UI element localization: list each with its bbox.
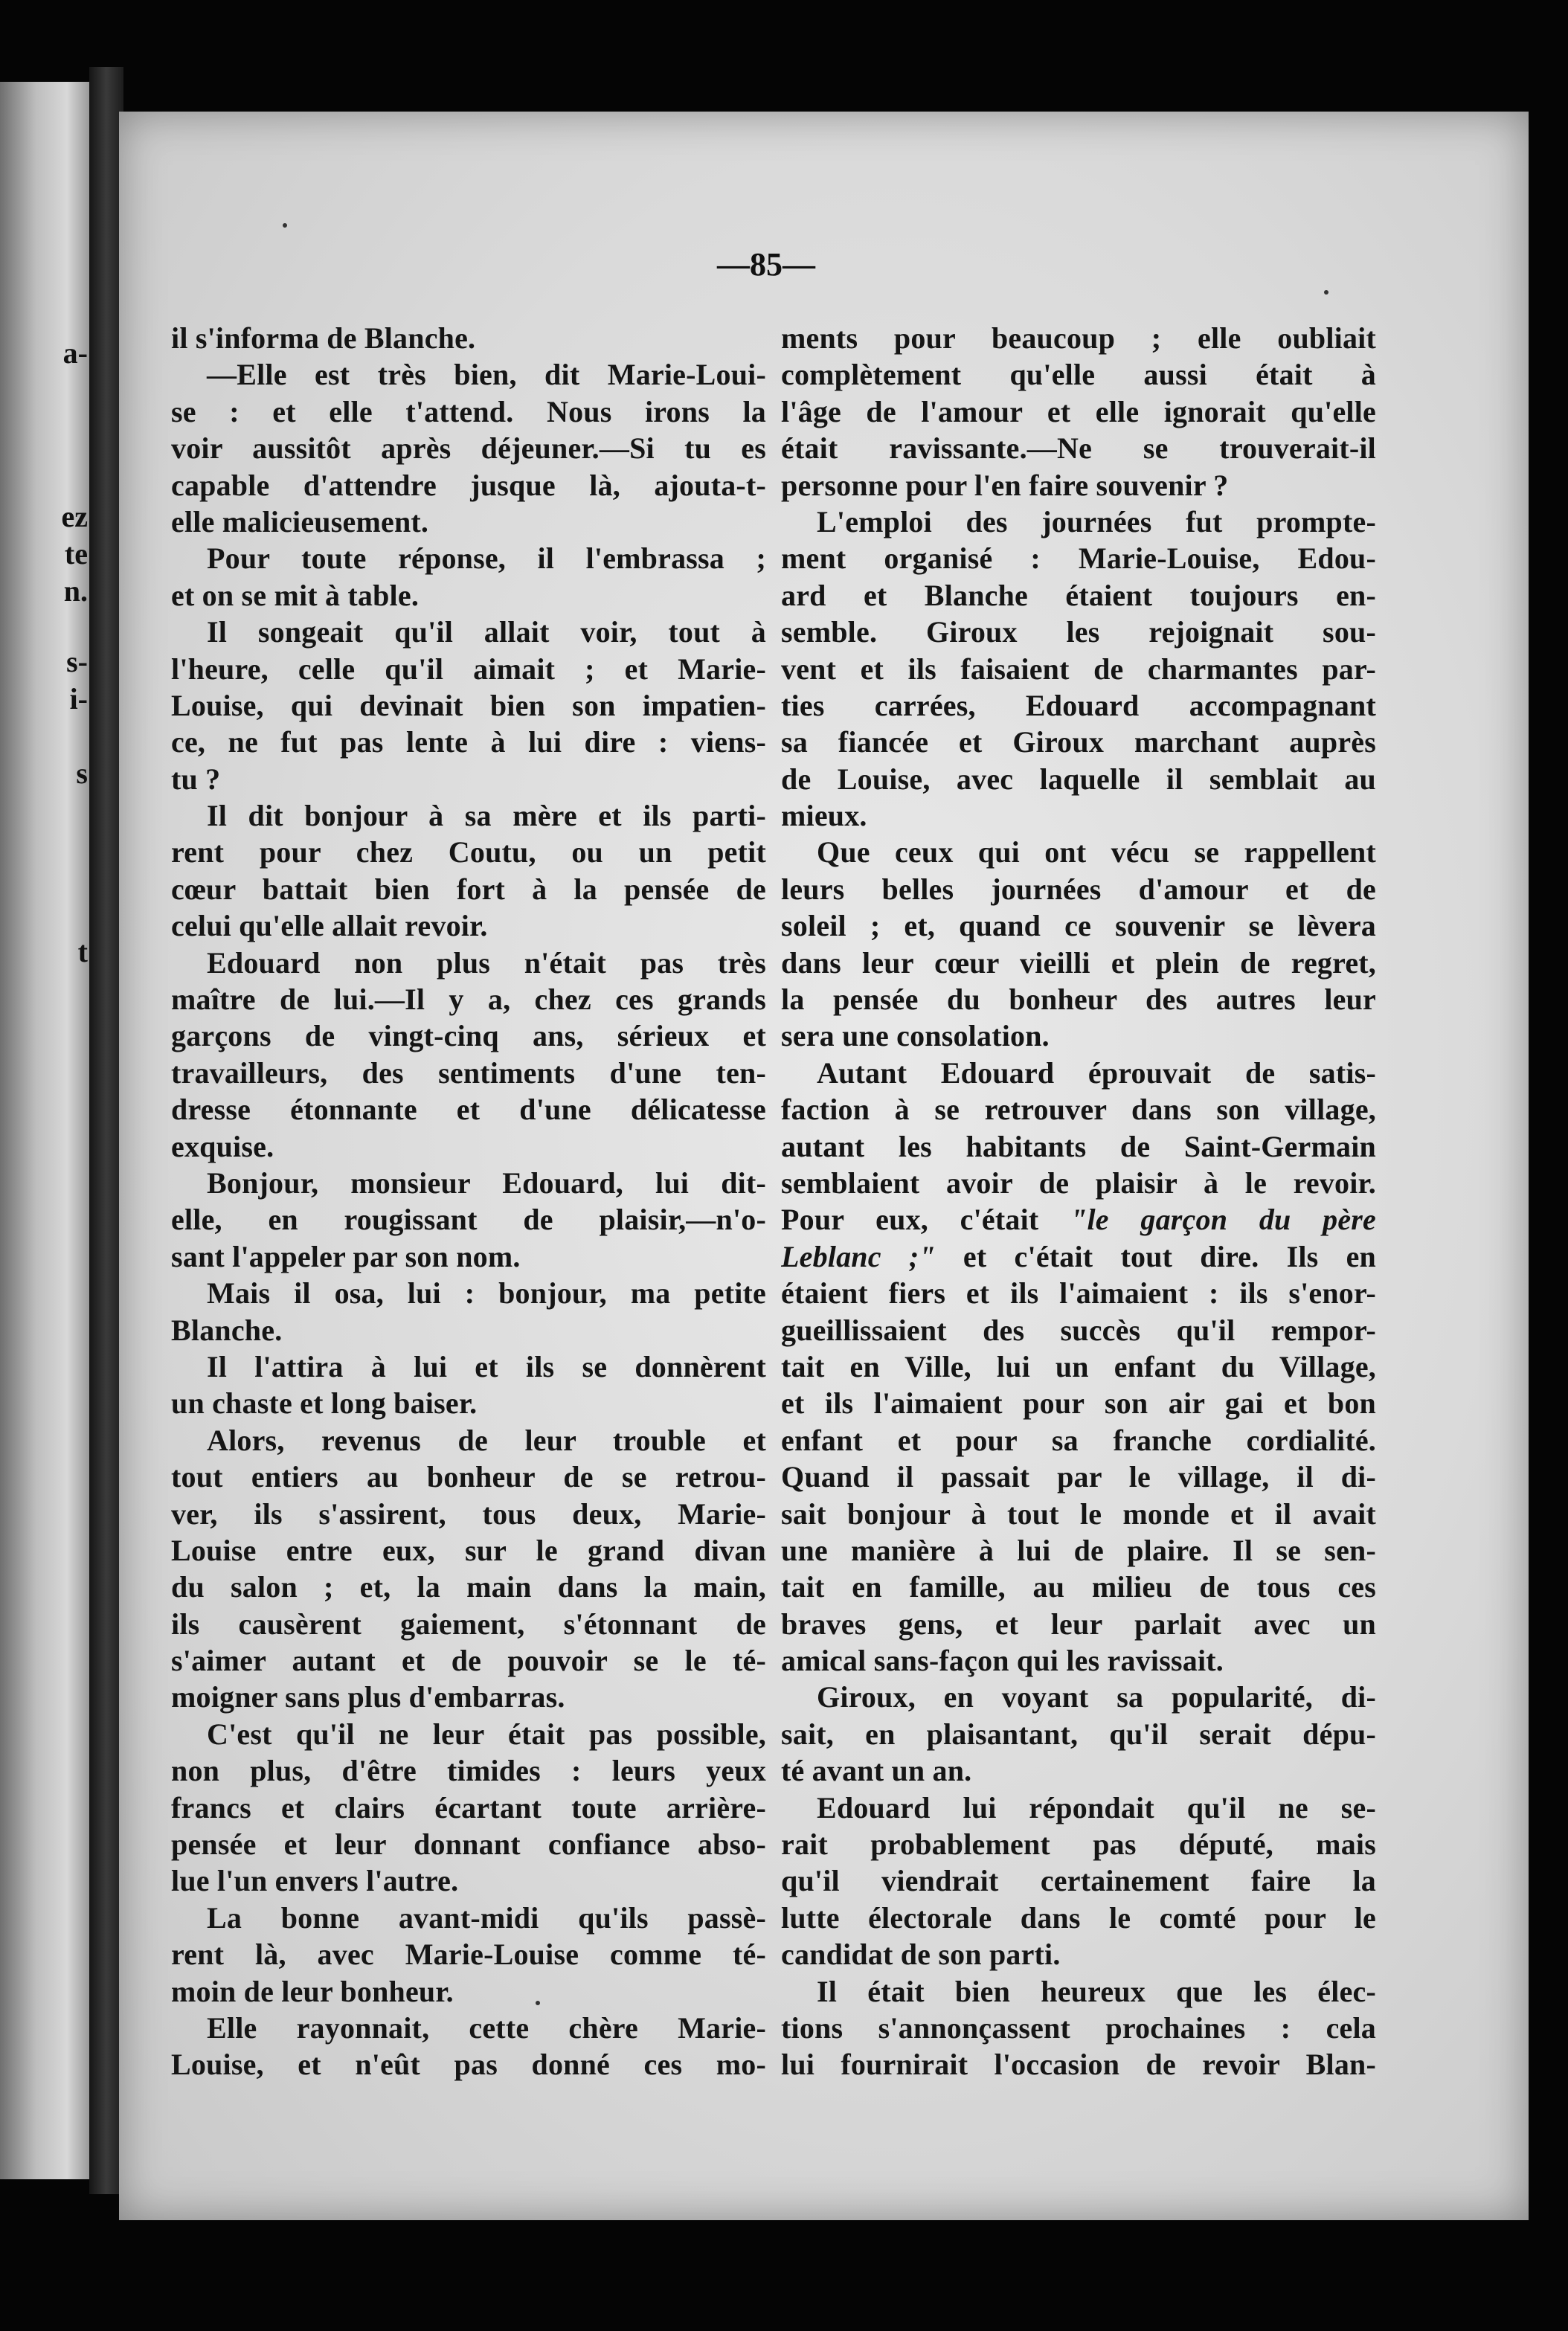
text-line: Elle rayonnait, cette chère Marie- (207, 2010, 766, 2045)
prev-page-fragment: s (76, 756, 88, 790)
text-line: Pour toute réponse, il l'embrassa ; (207, 541, 766, 576)
previous-page-edge (0, 82, 89, 2179)
text-line: —Elle est très bien, dit Marie-Loui- (207, 358, 766, 392)
prev-page-fragment: s- (66, 645, 88, 678)
text-line: Il l'attira à lui et ils se donnèrent (207, 1349, 766, 1383)
text-run: Pour eux, c'était (781, 1203, 1071, 1237)
text-line: braves gens, et leur parlait avec un (781, 1607, 1376, 1641)
text-line: Alors, revenus de leur trouble et (207, 1423, 766, 1457)
prev-page-fragment: a- (62, 336, 88, 370)
paper-speck (283, 223, 287, 228)
text-line: ver, ils s'assirent, tous deux, Marie- (171, 1496, 766, 1531)
text-line: tait en Ville, lui un enfant du Village, (781, 1349, 1376, 1383)
text-line: une manière à lui de plaire. Il se sen- (781, 1533, 1376, 1567)
text-line: maître de lui.—Il y a, chez ces grands (171, 983, 766, 1017)
text-line: lue l'un envers l'autre. (171, 1864, 459, 1898)
text-line: L'emploi des journées fut prompte- (817, 504, 1376, 538)
text-line: faction à se retrouver dans son village, (781, 1093, 1376, 1127)
text-line: semble. Giroux les rejoignait sou- (781, 615, 1376, 649)
text-line: vent et ils faisaient de charmantes par- (781, 652, 1376, 686)
text-line: rent pour chez Coutu, ou un petit (171, 835, 766, 869)
text-line: lui fournirait l'occasion de revoir Blan- (781, 2048, 1376, 2082)
text-line: Quand il passait par le village, il di- (781, 1460, 1376, 1494)
text-line: étaient fiers et ils l'aimaient : ils s'enor- (781, 1276, 1376, 1311)
text-line: celui qu'elle allait revoir. (171, 909, 488, 943)
text-line: enfant et pour sa franche cordialité. (781, 1423, 1376, 1457)
text-line: capable d'attendre jusque là, ajouta-t- (171, 468, 766, 502)
text-line: dresse étonnante et d'une délicatesse (171, 1093, 766, 1127)
text-line: ce, ne fut pas lente à lui dire : viens- (171, 725, 766, 759)
text-line: tu ? (171, 762, 221, 796)
italic-quote: "le garçon du père (1070, 1203, 1376, 1237)
text-line: personne pour l'en faire souvenir ? (781, 468, 1229, 502)
text-line: Edouard non plus n'était pas très (207, 945, 766, 980)
text-line: sa fiancée et Giroux marchant auprès (781, 725, 1376, 759)
text-line: de Louise, avec laquelle il semblait au (781, 762, 1376, 796)
text-line: autant les habitants de Saint-Germain (781, 1129, 1376, 1163)
text-line: C'est qu'il ne leur était pas possible, (207, 1717, 766, 1751)
prev-page-fragment: ez (61, 500, 88, 533)
text-line: Autant Edouard éprouvait de satis- (817, 1055, 1376, 1090)
text-line: Louise entre eux, sur le grand divan (171, 1533, 766, 1567)
text-line: moin de leur bonheur. (171, 1974, 454, 2008)
text-line: Il était bien heureux que les élec- (817, 1974, 1376, 2008)
text-line: elle malicieusement. (171, 504, 429, 538)
text-line: mieux. (781, 799, 867, 833)
prev-page-fragment: n. (63, 574, 88, 608)
text-line: rent là, avec Marie-Louise comme té- (171, 1938, 766, 1972)
text-line (781, 1238, 1376, 1275)
text-line: sant l'appeler par son nom. (171, 1239, 521, 1273)
text-line: la pensée du bonheur des autres leur (781, 983, 1376, 1017)
text-line: cœur battait bien fort à la pensée de (171, 872, 766, 906)
text-line: voir aussitôt après déjeuner.—Si tu es (171, 431, 766, 466)
text-line: l'heure, celle qu'il aimait ; et Marie- (171, 652, 766, 686)
text-line: exquise. (171, 1129, 274, 1163)
left-text-column (171, 320, 766, 2083)
italic-quote: Leblanc ;" (781, 1239, 936, 1273)
right-text-column (781, 320, 1376, 2083)
text-line: pensée et leur donnant confiance abso- (171, 1827, 766, 1862)
text-line (781, 1201, 1376, 1238)
text-line: non plus, d'être timides : leurs yeux (171, 1754, 766, 1788)
text-line: et on se mit à table. (171, 578, 420, 612)
text-line: l'âge de l'amour et elle ignorait qu'elle (781, 394, 1376, 428)
text-line: Louise, et n'eût pas donné ces mo- (171, 2048, 766, 2082)
text-line: travailleurs, des sentiments d'une ten- (171, 1055, 766, 1090)
text-line: était ravissante.—Ne se trouverait-il (781, 431, 1376, 466)
text-line: semblaient avoir de plaisir à le revoir. (781, 1166, 1376, 1200)
text-line: s'aimer autant et de pouvoir se le té- (171, 1644, 766, 1678)
text-line: dans leur cœur vieilli et plein de regret, (781, 945, 1376, 980)
text-line: Il songeait qu'il allait voir, tout à (207, 615, 766, 649)
text-line: lutte électorale dans le comté pour le (781, 1900, 1376, 1935)
text-line: qu'il viendrait certainement faire la (781, 1864, 1376, 1898)
text-line: du salon ; et, la main dans la main, (171, 1570, 766, 1604)
text-line: amical sans-façon qui les ravissait. (781, 1644, 1224, 1678)
text-line: La bonne avant-midi qu'ils passè- (207, 1900, 766, 1935)
text-line: elle, en rougissant de plaisir,—n'o- (171, 1203, 766, 1237)
prev-page-fragment: te (64, 537, 88, 570)
text-line: se : et elle t'attend. Nous irons la (171, 394, 766, 428)
text-line: tait en famille, au milieu de tous ces (781, 1570, 1376, 1604)
text-line: Il dit bonjour à sa mère et ils parti- (207, 799, 766, 833)
text-line: ment organisé : Marie-Louise, Edou- (781, 541, 1376, 576)
text-line: rait probablement pas député, mais (781, 1827, 1376, 1862)
text-line: ard et Blanche étaient toujours en- (781, 578, 1376, 612)
text-line: il s'informa de Blanche. (171, 321, 476, 355)
text-line: candidat de son parti. (781, 1938, 1061, 1972)
text-line: soleil ; et, quand ce souvenir se lèvera (781, 909, 1376, 943)
text-line: Que ceux qui ont vécu se rappellent (817, 835, 1376, 869)
text-line: sera une consolation. (781, 1019, 1050, 1053)
text-line: complètement qu'elle aussi était à (781, 358, 1376, 392)
text-line: tout entiers au bonheur de se retrou- (171, 1460, 766, 1494)
text-line: leurs belles journées d'amour et de (781, 872, 1376, 906)
prev-page-fragment: i- (69, 682, 88, 716)
text-line: sait bonjour à tout le monde et il avait (781, 1496, 1376, 1531)
text-line: tions s'annonçassent prochaines : cela (781, 2010, 1376, 2045)
text-line: un chaste et long baiser. (171, 1386, 478, 1421)
text-line: gueillissaient des succès qu'il rempor- (781, 1313, 1376, 1347)
prev-page-fragment: t (77, 935, 88, 968)
text-line: Blanche. (171, 1313, 283, 1347)
text-line: Bonjour, monsieur Edouard, lui dit- (207, 1166, 766, 1200)
text-line: garçons de vingt-cinq ans, sérieux et (171, 1019, 766, 1053)
text-line: sait, en plaisantant, qu'il serait dépu- (781, 1717, 1376, 1751)
page-number: —85— (717, 246, 815, 283)
text-line: té avant un an. (781, 1754, 972, 1788)
text-line: ils causèrent gaiement, s'étonnant de (171, 1607, 766, 1641)
text-run: et c'était tout dire. Ils en (935, 1239, 1376, 1273)
text-line: ments pour beaucoup ; elle oubliait (781, 321, 1376, 355)
text-line: Mais il osa, lui : bonjour, ma petite (207, 1276, 766, 1311)
text-line: Edouard lui répondait qu'il ne se- (817, 1790, 1376, 1824)
text-line: et ils l'aimaient pour son air gai et bon (781, 1386, 1376, 1421)
text-line: Giroux, en voyant sa popularité, di- (817, 1680, 1376, 1714)
text-line: ties carrées, Edouard accompagnant (781, 688, 1376, 722)
text-line: francs et clairs écartant toute arrière- (171, 1790, 766, 1824)
text-line: moigner sans plus d'embarras. (171, 1680, 565, 1714)
text-line: Louise, qui devinait bien son impatien- (171, 688, 766, 722)
paper-speck (1324, 290, 1328, 295)
